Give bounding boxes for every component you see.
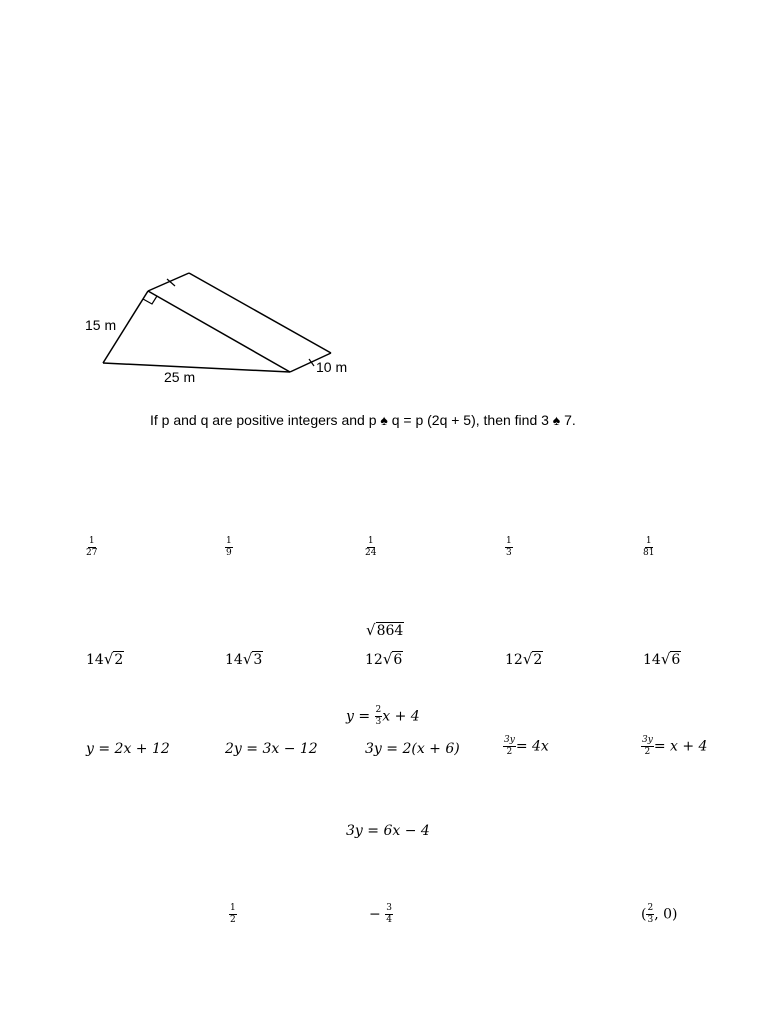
choice-1-c[interactable] [365,537,376,558]
radical-sign: √ [522,650,533,668]
denominator: 24 [365,548,377,558]
numerator: 2 [375,705,382,715]
radical-sign: √ [103,650,114,668]
radicand: 6 [393,652,403,668]
label-10m: 10 m [316,359,348,375]
choice-2-a[interactable] [86,650,124,668]
choice-3-a[interactable]: y = 2x + 12 [86,741,170,757]
coefficient: 14 [643,652,661,668]
choice-1-b[interactable] [225,537,233,558]
radical-sign: √ [366,621,376,639]
choice-fraction [641,736,654,757]
numerator: 1 [88,536,95,546]
denominator: 3 [647,915,654,925]
numerator: 3y [642,735,653,745]
choice-1-a[interactable] [86,537,97,558]
equation-prompt-2: 3y = 6x − 4 [346,823,430,839]
equation-prompt [346,706,420,727]
choice-fraction [503,736,516,757]
triangle-prism-figure [80,262,370,392]
numerator: 1 [230,903,236,913]
denominator: 2 [230,915,236,925]
radical-sign: √ [382,650,393,668]
choice-2-c[interactable] [365,650,403,668]
choice-right: = x + 4 [653,738,708,755]
choice-1-e[interactable] [643,537,654,558]
denominator: 9 [226,548,232,558]
choice-3-c[interactable]: 3y = 2(x + 6) [365,741,460,757]
numerator: 3 [386,903,392,913]
open-paren: ( [641,906,647,923]
denominator: 81 [643,548,655,558]
question-text: If p and q are positive integers and p ♠ q = p (2q + 5), then find 3 ♠ 7. [150,412,576,428]
sqrt-prompt [366,621,404,639]
minus-sign: − [369,906,381,923]
choice-4-e[interactable] [641,904,677,925]
choice-3-b[interactable]: 2y = 3x − 12 [225,741,318,757]
choice-1-d[interactable] [505,537,513,558]
denominator: 3 [375,717,382,727]
denominator: 3 [506,548,512,558]
choice-4-b[interactable] [229,904,237,925]
numerator: 1 [645,536,652,546]
numerator: 2 [647,903,654,913]
denominator: 27 [86,548,98,558]
numerator: 3y [504,735,515,745]
radicand: 6 [671,652,681,668]
coefficient: 12 [365,652,383,668]
coefficient: 14 [86,652,104,668]
denominator: 2 [506,747,513,757]
radicand: 3 [253,652,263,668]
radicand: 2 [533,652,543,668]
label-15m: 15 m [85,317,117,333]
denominator: 2 [644,747,651,757]
choice-fraction [385,904,393,925]
choice-right: = 4x [515,738,549,755]
radical-sign: √ [242,650,253,668]
prompt-left: y = [346,708,375,725]
close-part: , 0) [654,906,678,923]
coefficient: 14 [225,652,243,668]
coefficient: 12 [505,652,523,668]
choice-4-c[interactable] [369,904,393,925]
numerator: 1 [506,536,512,546]
radicand: 2 [114,652,124,668]
numerator: 1 [226,536,232,546]
radical-sign: √ [660,650,671,668]
label-25m: 25 m [164,369,196,385]
choice-2-d[interactable] [505,650,543,668]
choice-3-e[interactable] [641,736,707,757]
prompt-right: x + 4 [382,708,420,725]
choice-2-b[interactable] [225,650,263,668]
numerator: 1 [367,536,374,546]
choice-3-d[interactable] [503,736,549,757]
choice-2-e[interactable] [643,650,681,668]
denominator: 4 [386,915,392,925]
radicand: 864 [376,623,404,639]
